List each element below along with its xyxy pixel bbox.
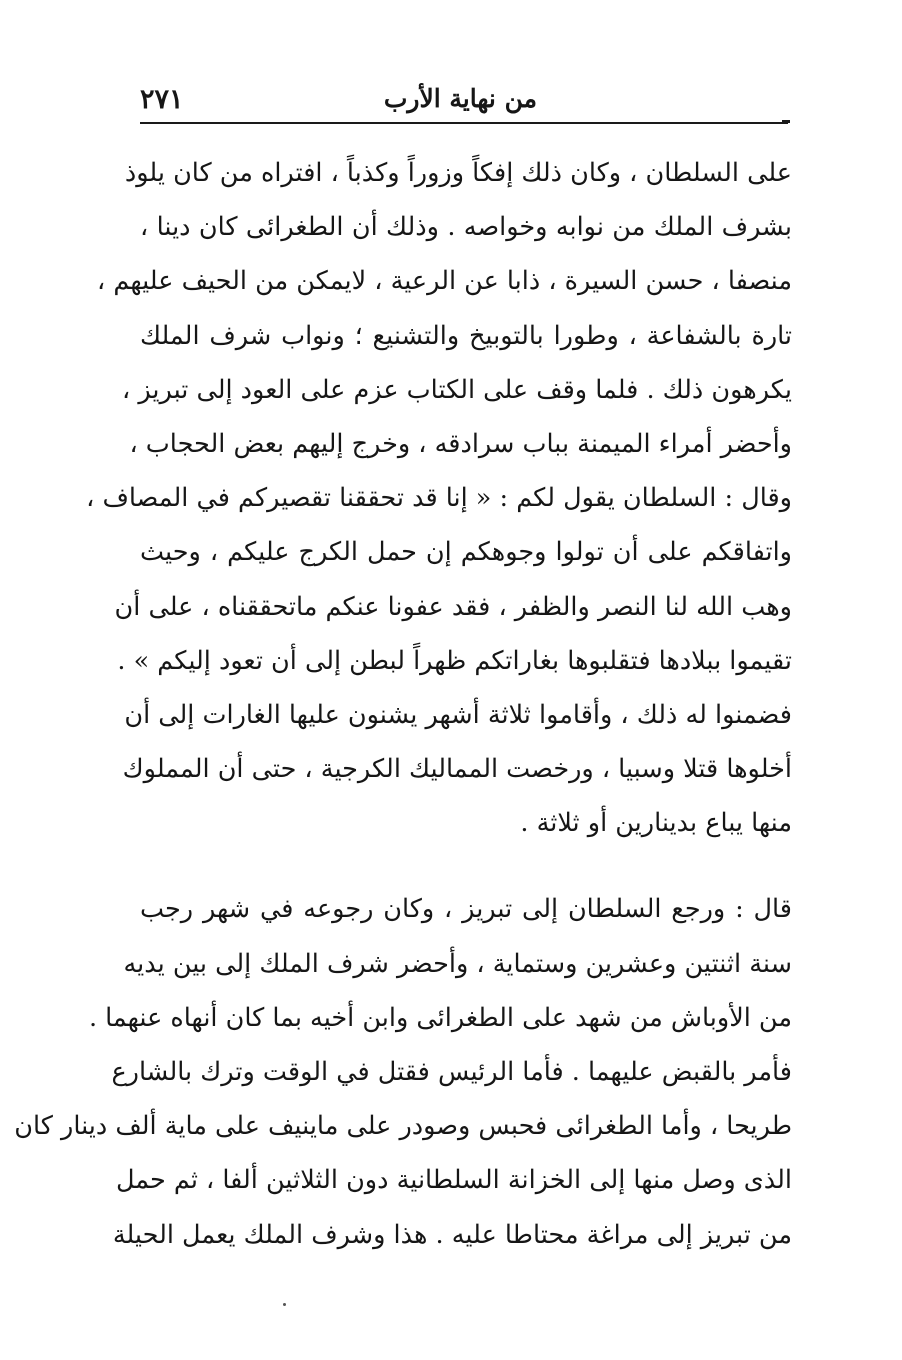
text-line: تقيموا ببلادها فتقلبوها بغاراتكم ظهراً لبطن إلى أن تعود إليكم » .: [117, 645, 792, 676]
text-line: يكرهون ذلك . فلما وقف على الكتاب عزم على العود إلى تبريز ،: [122, 374, 792, 405]
text-line: أخلوها قتلا وسبيا ، ورخصت المماليك الكرجية ، حتى أن المملوك: [122, 754, 792, 785]
paragraph-2: [14, 882, 792, 1261]
text-line: وقال : السلطان يقول لكم : « إنا قد تحققنا تقصيركم في المصاف ،: [86, 483, 792, 514]
text-line: فضمنوا له ذلك ، وأقاموا ثلاثة أشهر يشنون عليها الغارات إلى أن: [124, 699, 792, 730]
paragraph-gap: [140, 850, 792, 882]
page-number: ٢٧١: [140, 84, 184, 115]
header-rule: [140, 122, 788, 124]
text-line: منها يباع بدينارين أو ثلاثة .: [520, 808, 792, 839]
text-line: سنة اثنتين وعشرين وستماية ، وأحضر شرف الملك إلى بين يديه: [123, 948, 792, 979]
text-line: منصفا ، حسن السيرة ، ذابا عن الرعية ، لايمكن من الحيف عليهم ،: [97, 266, 792, 297]
text-line: واتفاقكم على أن تولوا وجوهكم إن حمل الكرج عليكم ، وحيث: [140, 537, 792, 568]
header-rule-mark: [782, 120, 790, 123]
text-line: الذى وصل منها إلى الخزانة السلطانية دون الثلاثين ألفا ، ثم حمل: [115, 1165, 792, 1196]
paragraph-1: [86, 146, 792, 850]
text-line: على السلطان ، وكان ذلك إفكاً وزوراً وكذباً ، افتراه من كان يلوذ: [124, 158, 792, 188]
text-line: وهب الله لنا النصر والظفر ، فقد عفونا عنكم ماتحققناه ، على أن: [114, 591, 792, 622]
text-line: من تبريز إلى مراغة محتاطا عليه . هذا وشرف الملك يعمل الحيلة: [112, 1219, 792, 1250]
text-line: بشرف الملك من نوابه وخواصه . وذلك أن الطغرائى كان دينا ،: [140, 212, 792, 243]
page-header: [140, 78, 792, 118]
text-line: من الأوباش من شهد على الطغرائى وابن أخيه بما كان أنهاه عنهما .: [88, 1002, 792, 1033]
text-line: طريحا ، وأما الطغرائى فحبس وصودر على ماينيف على ماية ألف دينار كان: [14, 1111, 792, 1142]
text-line: فأمر بالقبض عليهما . فأما الرئيس فقتل في الوقت وترك بالشارع: [111, 1057, 792, 1087]
running-title: من نهاية الأرب: [383, 84, 537, 113]
text-line: تارة بالشفاعة ، وطورا بالتوبيخ والتشنيع ؛ ونواب شرف الملك: [140, 320, 792, 351]
page-body: [14, 146, 792, 1262]
text-line: وأحضر أمراء الميمنة بباب سرادقه ، وخرج إليهم بعض الحجاب ،: [129, 428, 792, 459]
text-line: قال : ورجع السلطان إلى تبريز ، وكان رجوعه في شهر رجب: [140, 894, 792, 925]
page-speck: [283, 1303, 286, 1306]
